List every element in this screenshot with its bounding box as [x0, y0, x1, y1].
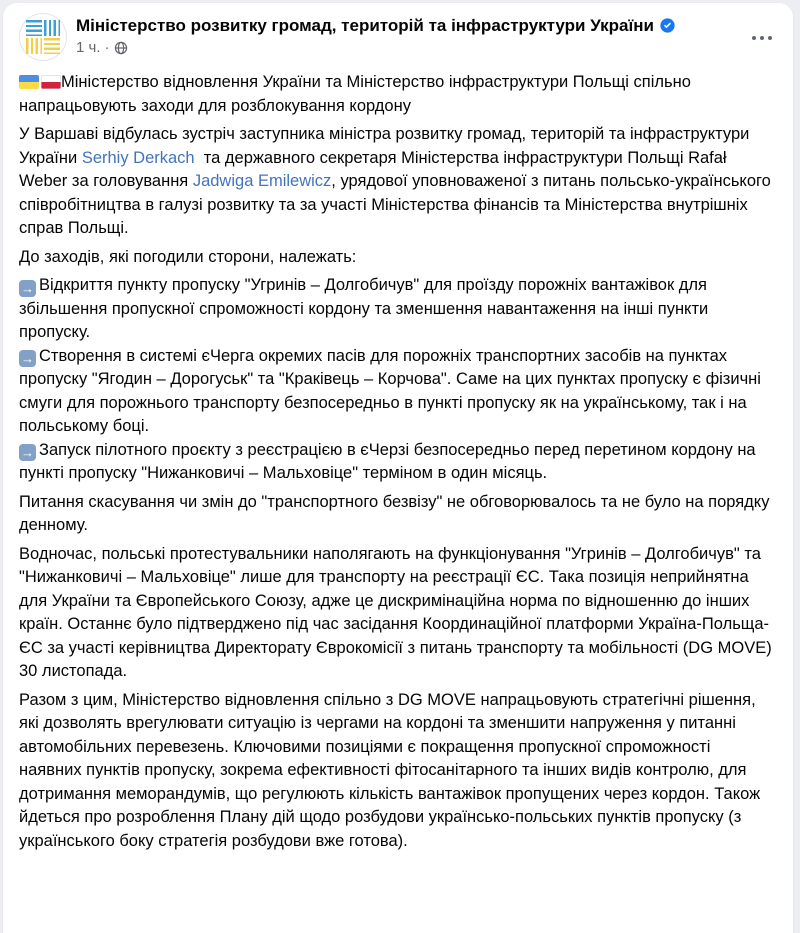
- ministry-logo-icon: [26, 20, 60, 54]
- dot: [752, 36, 756, 40]
- dot: [760, 36, 764, 40]
- profile-link[interactable]: Jadwiga Emilewicz: [192, 172, 332, 190]
- post-paragraph: Питання скасування чи змін до "транспортного безвізу" не обговорювалось та не було на порядку денному.: [19, 492, 775, 534]
- post-paragraph: До заходів, які погодили сторони, належать:: [19, 247, 357, 266]
- audience-public-icon: [114, 41, 128, 55]
- arrow-right-icon: →: [21, 351, 34, 366]
- post-card: [3, 3, 793, 933]
- logo-quadrant: [44, 20, 60, 36]
- page-name-link[interactable]: Міністерство розвитку громад, територій та інфраструктури України: [76, 16, 654, 35]
- profile-link[interactable]: Serhiy Derkach: [81, 148, 195, 167]
- post-paragraph: Міністерство відновлення України та Міністерство інфраструктури Польщі спільно напрацьовують заходи для розблокування кордону: [19, 73, 696, 115]
- header-meta: [76, 13, 745, 57]
- post-meta-row: [76, 39, 745, 57]
- post-paragraph: → Відкриття пункту пропуску "Угринів – Долгобичув" для проїзду порожніх вантажівок для збільшення пропускної спроможності кордону та зменшення навантаження на інші пункти пропуску. → Створення в системі єЧерга окремих пасів для порожніх транспортних засобів на пунктах пропуску "Ягодин – Дорогуськ" та "Краківець – Корчова". Саме на цих пунктах пропуску є фізичні смуги для порожнього транспорту безпосередньо в пункті пропуску як на українському, так і на польському боці. → Запуск пілотного проєкту з реєстрацією в єЧерзі безпосередньо перед перетином кордону на пункті пропуску "Нижанковичі – Мальховіце" терміном в один місяць.: [19, 276, 766, 482]
- meta-separator: ·: [104, 39, 110, 56]
- logo-quadrant: [26, 20, 42, 36]
- post-text: [3, 63, 793, 867]
- logo-quadrant: [44, 38, 60, 54]
- post-timestamp[interactable]: 1 ч.: [76, 39, 101, 56]
- post-paragraph: У Варшаві відбулась зустріч заступника міністра розвитку громад, територій та інфраструктури України Serhiy Derkach та державного секретаря Міністерства інфраструктури Польщі Rafał Weber за головування Jadwiga Emilewicz, урядової уповноваженої з питань польсько-українського співробітництва в галузі розвитку та за участі Міністерства фінансів та Міністерства внутрішніх справ Польщі.: [19, 125, 776, 237]
- logo-quadrant: [26, 38, 42, 54]
- post-options-button[interactable]: [745, 21, 779, 55]
- arrow-right-icon: →: [21, 280, 34, 296]
- dot: [768, 36, 772, 40]
- ukraine-flag-icon: [19, 75, 39, 89]
- verified-badge-icon: [660, 18, 675, 33]
- poland-flag-icon: [41, 75, 61, 89]
- post-header: [3, 3, 793, 63]
- post-paragraph: Водночас, польські протестувальники наполягають на функціонування "Угринів – Долгобичув" та "Нижанковичі – Мальховіце" лише для транспорту на реєстрації ЄС. Така позиція неприйнятна для України та Європейського Союзу, адже це дискримінаційна норма по відношенню до інших країн. Останнє було підтверджено під час засідання Координаційної платформи Україна-Польща-ЄС за участі керівництва Директорату Єврокомісії з питань транспорту та мобільності (DG MOVE) 30 листопада.: [19, 544, 777, 680]
- post-paragraph: Разом з цим, Міністерство відновлення спільно з DG MOVE напрацьовують стратегічні рішення, які дозволять врегулювати ситуацію із чергами на кордоні та зменшити напруження у питанні автомобільних перевезень. Ключовими позиціями є покращення пропускної спроможності наявних пунктів пропуску, зокрема ефективності фітосанітарного та інших видів контролю, для дотримання меморандумів, що регулюють кількість вантажівок пропущених через кордон. Також йдеться про розроблення Плану дій щодо розбудови українсько-польських пунктів пропуску (з українського боку стратегія розбудови вже готова).: [19, 690, 765, 850]
- page-avatar[interactable]: [19, 13, 67, 61]
- arrow-right-icon: →: [21, 445, 34, 460]
